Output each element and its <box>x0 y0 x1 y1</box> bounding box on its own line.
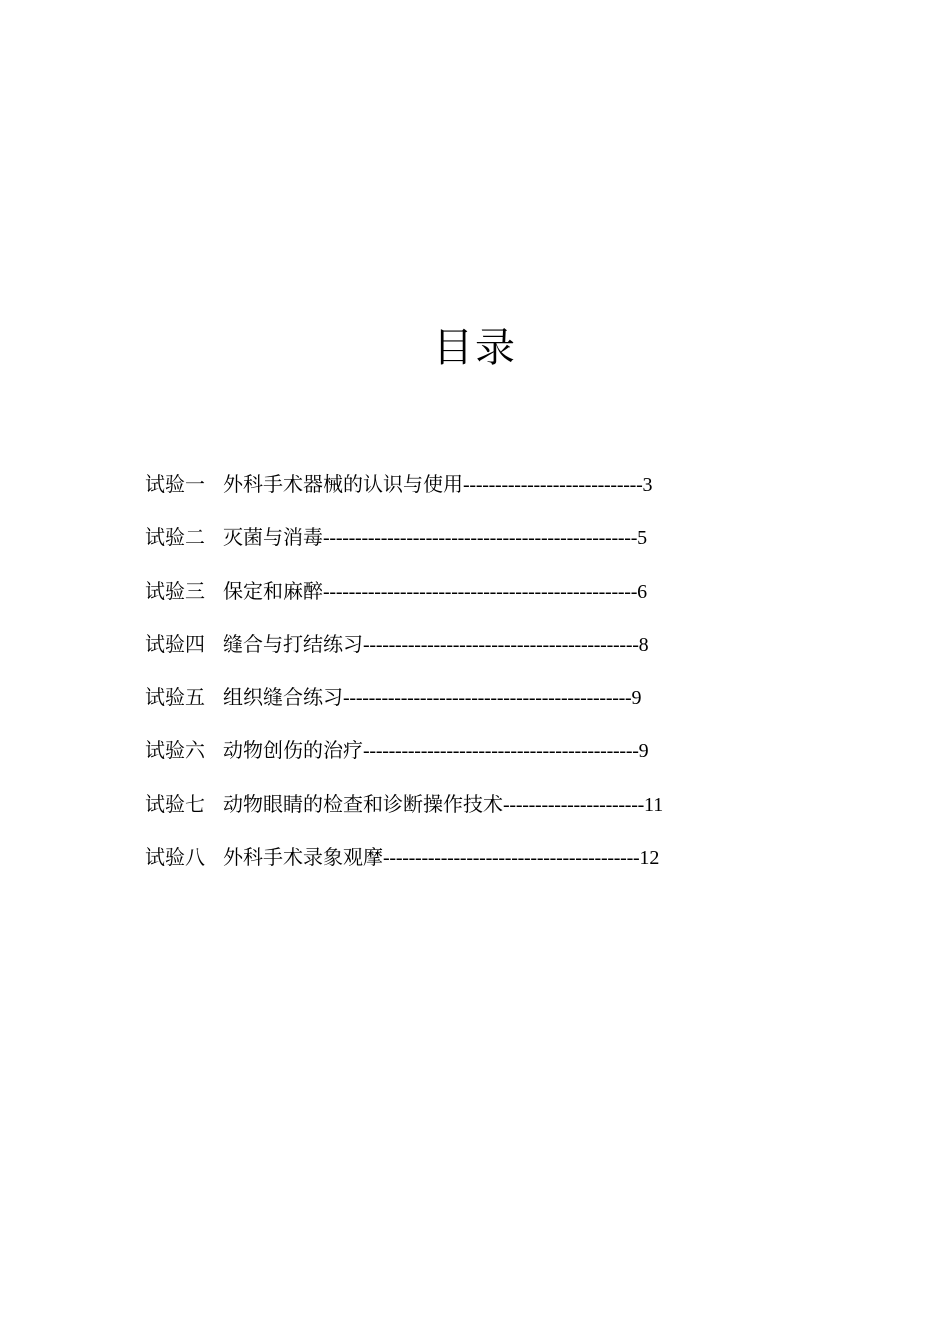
toc-leader: ---------------------- <box>503 793 645 816</box>
toc-entry-title: 灭菌与消毒 <box>223 525 323 550</box>
toc-entry <box>145 679 785 732</box>
toc-entry <box>145 839 785 892</box>
table-of-contents <box>145 466 785 892</box>
toc-page-number: 8 <box>638 633 649 656</box>
toc-entry-label: 试验三 <box>145 578 205 603</box>
toc-entry-title: 外科手术器械的认识与使用 <box>223 472 463 496</box>
toc-entry-title: 动物创伤的治疗 <box>223 738 363 763</box>
toc-entry-label: 试验一 <box>145 472 205 496</box>
toc-leader: ------------------------------------------------- <box>323 580 638 603</box>
toc-entry-label: 试验五 <box>145 685 205 710</box>
toc-page-number: 12 <box>639 847 660 870</box>
toc-entry-title: 保定和麻醉 <box>223 578 323 603</box>
toc-leader: ------------------------------------------------- <box>323 527 638 550</box>
toc-entry-title: 动物眼睛的检查和诊断操作技术 <box>223 791 503 816</box>
toc-entry-label: 试验四 <box>145 631 205 656</box>
toc-page-number: 6 <box>637 580 648 603</box>
toc-entry <box>145 573 785 626</box>
toc-entry-label: 试验二 <box>145 525 205 550</box>
toc-page-number: 5 <box>637 527 648 550</box>
toc-page-number: 3 <box>642 474 653 496</box>
toc-entry <box>145 732 785 785</box>
page-title: 目录 <box>433 325 517 371</box>
toc-entry-label: 试验七 <box>145 791 205 816</box>
toc-entry-label: 试验六 <box>145 738 205 763</box>
toc-leader: ---------------------------- <box>463 474 643 496</box>
toc-page-number: 9 <box>638 740 649 763</box>
toc-entry-label: 试验八 <box>145 845 205 870</box>
toc-leader: ------------------------------------------- <box>363 740 639 763</box>
toc-entry-title: 外科手术录象观摩 <box>223 845 383 870</box>
toc-entry-title: 组织缝合练习 <box>223 685 343 710</box>
toc-leader: ------------------------------------------- <box>363 633 639 656</box>
toc-entry-title: 缝合与打结练习 <box>223 631 363 656</box>
toc-entry <box>145 786 785 839</box>
toc-entry <box>145 626 785 679</box>
toc-page-number: 11 <box>644 793 664 816</box>
toc-page-number: 9 <box>631 687 642 710</box>
toc-entry <box>145 519 785 572</box>
toc-entry <box>145 466 785 519</box>
toc-leader: --------------------------------------------- <box>343 687 632 710</box>
toc-leader: ---------------------------------------- <box>383 847 640 870</box>
